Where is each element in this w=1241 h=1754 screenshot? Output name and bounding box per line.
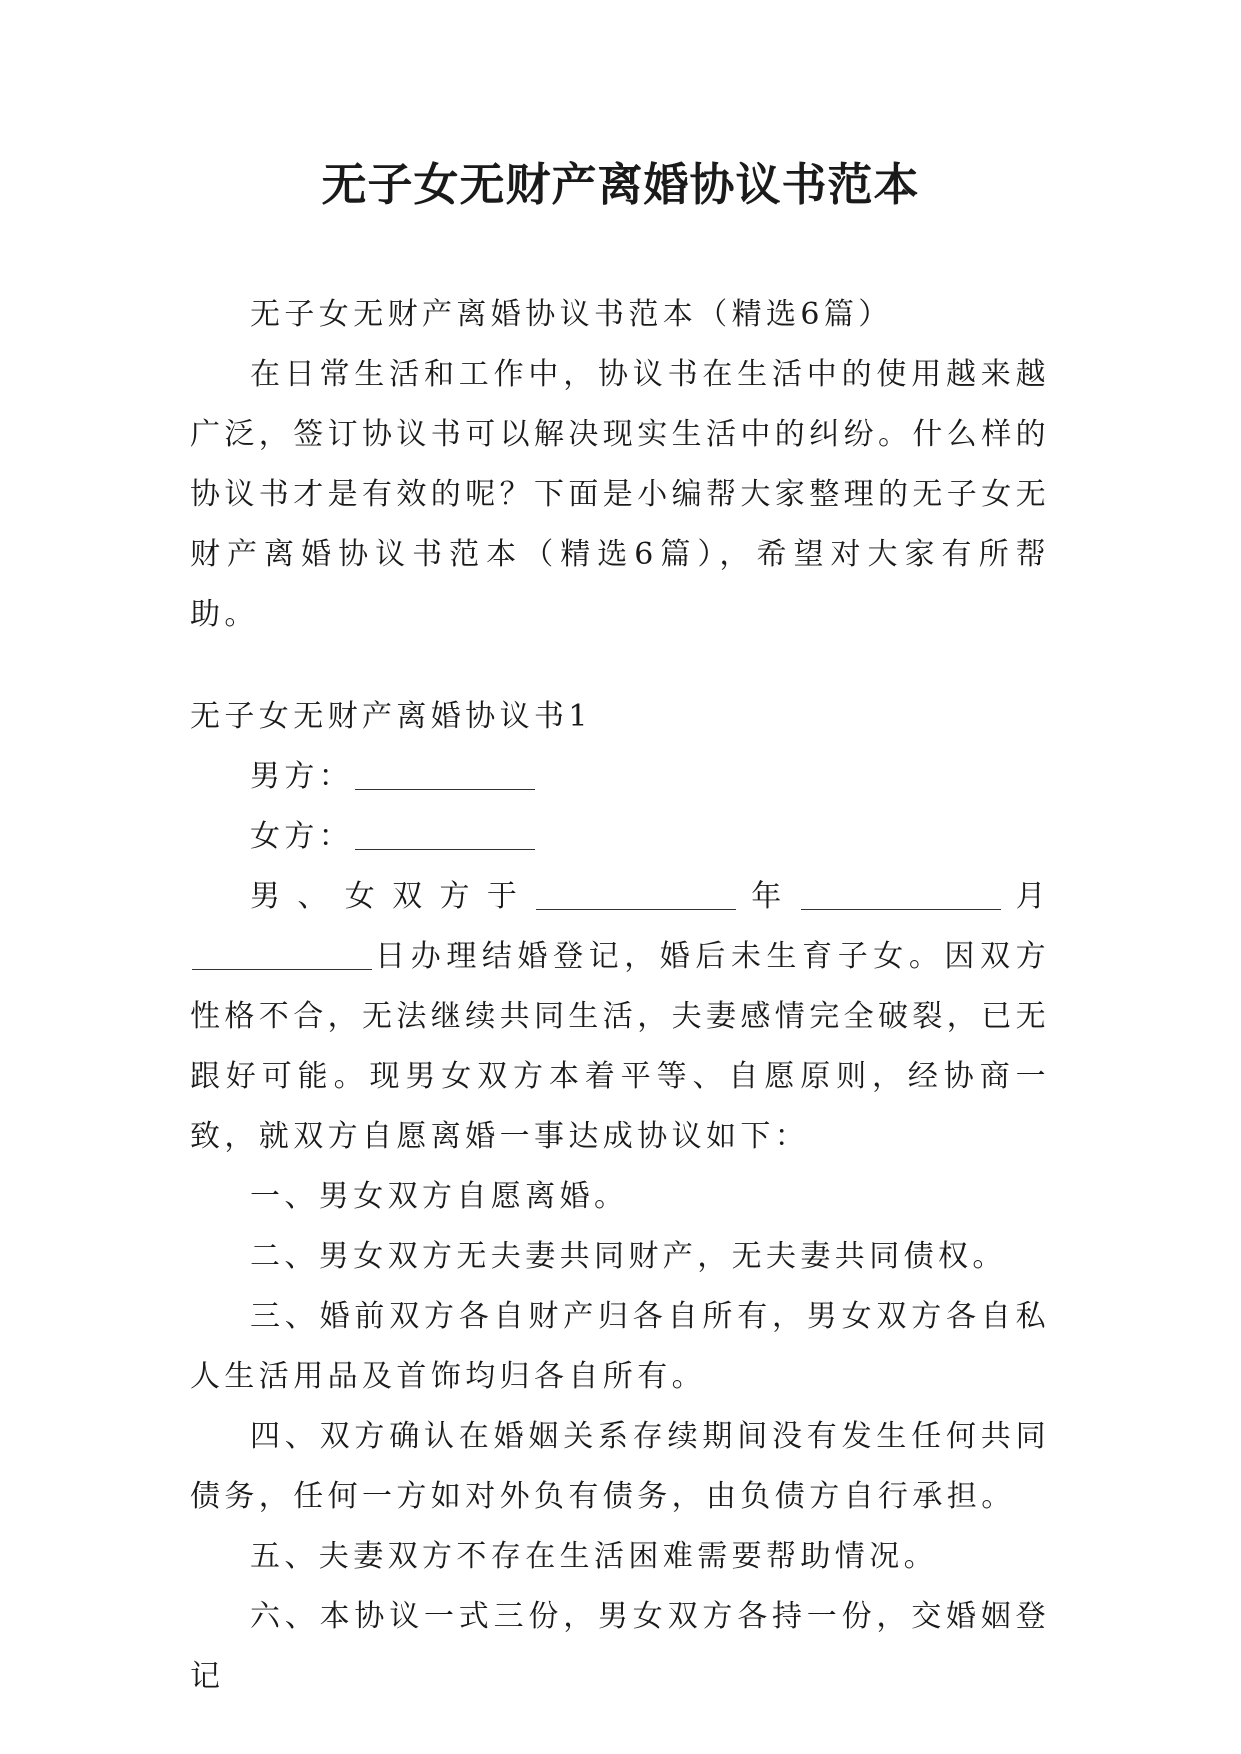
- female-party-blank: [355, 819, 535, 850]
- clause-item: 五、夫妻双方不存在生活困难需要帮助情况。: [250, 1539, 938, 1574]
- year-label: 年: [738, 879, 799, 914]
- clause-item: 三、婚前双方各自财产归各自所有，男女双方各自私人生活用品及首饰均归各自所有。: [190, 1299, 1050, 1394]
- clause-item: 六、本协议一式三份，男女双方各持一份，交婚姻登记: [190, 1599, 1050, 1694]
- document-title: 无子女无财产离婚协议书范本: [321, 158, 920, 211]
- paragraph-gap: [190, 645, 1050, 687]
- male-party-blank: [355, 759, 535, 790]
- clause-item: 四、双方确认在婚姻关系存续期间没有发生任何共同债务，任何一方如对外负有债务，由负债方自行承担。: [190, 1419, 1050, 1514]
- registration-rest: 日办理结婚登记，婚后未生育子女。因双方性格不合，无法继续共同生活，夫妻感情完全破裂，已无跟好可能。现男女双方本着平等、自愿原则，经协商一致，就双方自愿离婚一事达成协议如下：: [190, 939, 1050, 1154]
- female-party-line: [190, 807, 1050, 867]
- month-label: 月: [1002, 879, 1051, 914]
- document-body: [190, 285, 1050, 1707]
- registration-prefix: 男、女双方于: [250, 879, 535, 914]
- female-party-label: 女方：: [250, 819, 354, 854]
- subtitle-paragraph: 无子女无财产离婚协议书范本（精选6篇）: [250, 297, 893, 332]
- section-heading: 无子女无财产离婚协议书1: [190, 699, 592, 734]
- day-blank: [192, 939, 372, 970]
- male-party-label: 男方：: [250, 759, 354, 794]
- year-blank: [536, 879, 736, 910]
- intro-paragraph: 在日常生活和工作中，协议书在生活中的使用越来越广泛，签订协议书可以解决现实生活中的纠纷。什么样的协议书才是有效的呢？下面是小编帮大家整理的无子女无财产离婚协议书范本（精选6篇），希望对大家有所帮助。: [190, 357, 1050, 632]
- male-party-line: [190, 747, 1050, 807]
- clause-item: 二、男女双方无夫妻共同财产，无夫妻共同债权。: [250, 1239, 1007, 1274]
- registration-paragraph: [190, 867, 1050, 1167]
- clause-item: 一、男女双方自愿离婚。: [250, 1179, 629, 1214]
- month-blank: [801, 879, 1001, 910]
